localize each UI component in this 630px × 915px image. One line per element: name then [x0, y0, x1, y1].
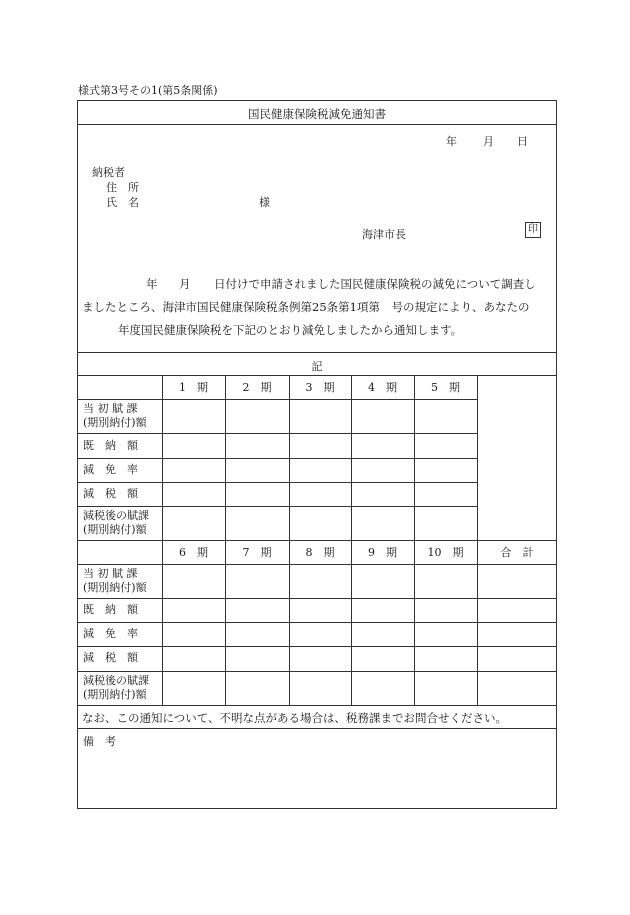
row-label-paid: 既 納 額 — [83, 603, 138, 616]
grid-line — [77, 482, 477, 483]
honorific: 様 — [259, 196, 270, 209]
row-label-initial-levy — [83, 402, 147, 430]
row-label-line: 減税後の賦課 — [83, 509, 149, 522]
grid-line — [477, 375, 478, 540]
seal-stamp: 印 — [525, 222, 541, 238]
row-label-paid: 既 納 額 — [83, 439, 138, 452]
body-line1: 日付けで申請されました国民健康保険税の減免について調査し — [214, 277, 536, 291]
grid-line — [77, 458, 477, 459]
grid-line — [77, 671, 557, 672]
grid-line — [77, 564, 557, 565]
grid-line — [77, 433, 477, 434]
remarks-label: 備 考 — [83, 735, 116, 748]
period-header: 6 期 — [179, 546, 208, 559]
total-header: 合 計 — [500, 546, 534, 559]
period-header: 7 期 — [242, 546, 272, 559]
grid-line — [77, 646, 557, 647]
address-label: 住 所 — [106, 181, 139, 194]
date-day: 日 — [517, 135, 528, 148]
row-label-line: 当 初 賦 課 — [83, 567, 138, 580]
row-label-reduction-rate: 減 免 率 — [83, 463, 138, 476]
period-header: 10 期 — [427, 546, 464, 559]
issuer: 海津市長 — [362, 228, 406, 241]
row-label-initial-levy — [83, 567, 147, 595]
period-header: 2 期 — [242, 381, 272, 394]
row-label-line: 当 初 賦 課 — [83, 402, 138, 415]
date-year: 年 — [446, 135, 457, 148]
row-label-line: (期別納付)額 — [83, 523, 147, 536]
form-reference: 様式第3号その1(第5条関係) — [78, 84, 218, 97]
period-header: 9 期 — [368, 546, 397, 559]
period-header: 8 期 — [305, 546, 335, 559]
grid-line — [77, 399, 477, 400]
row-label-line: (期別納付)額 — [83, 416, 147, 429]
grid-line — [77, 506, 477, 507]
body-month: 月 — [179, 277, 191, 291]
period-header: 3 期 — [305, 381, 335, 394]
notice-title: 国民健康保険税減免通知書 — [248, 107, 386, 121]
grid-line — [77, 598, 557, 599]
name-label: 氏 名 — [106, 196, 139, 209]
ki-label: 記 — [311, 360, 323, 373]
divider — [77, 728, 557, 729]
divider — [77, 352, 557, 353]
row-label-reduction-amount: 減 税 額 — [83, 487, 138, 500]
row-label-reduction-amount: 減 税 額 — [83, 651, 138, 664]
period-header: 5 期 — [431, 381, 460, 394]
divider — [77, 124, 557, 125]
body-line3: 年度国民健康保険税を下記のとおり減免しましたから通知します。 — [118, 323, 463, 337]
row-label-reduction-rate: 減 免 率 — [83, 627, 138, 640]
body-line2: ましたところ、海津市国民健康保険税条例第25条第1項第 号の規定により、あなたの — [82, 300, 530, 314]
row-label-post-levy — [83, 674, 149, 702]
row-label-line: (期別納付)額 — [83, 581, 147, 594]
row-label-line: 減税後の賦課 — [83, 674, 149, 687]
period-header: 4 期 — [368, 381, 397, 394]
taxpayer-label: 納税者 — [92, 166, 125, 179]
row-label-post-levy — [83, 509, 149, 537]
date-month: 月 — [483, 135, 494, 148]
period-header: 1 期 — [179, 381, 208, 394]
inquiry-note: なお、この通知について、不明な点がある場合は、税務課までお問合せください。 — [82, 711, 508, 725]
grid-line — [77, 705, 557, 706]
row-label-line: (期別納付)額 — [83, 688, 147, 701]
grid-line — [77, 622, 557, 623]
body-year: 年 — [146, 277, 158, 291]
notice-frame — [77, 100, 557, 809]
